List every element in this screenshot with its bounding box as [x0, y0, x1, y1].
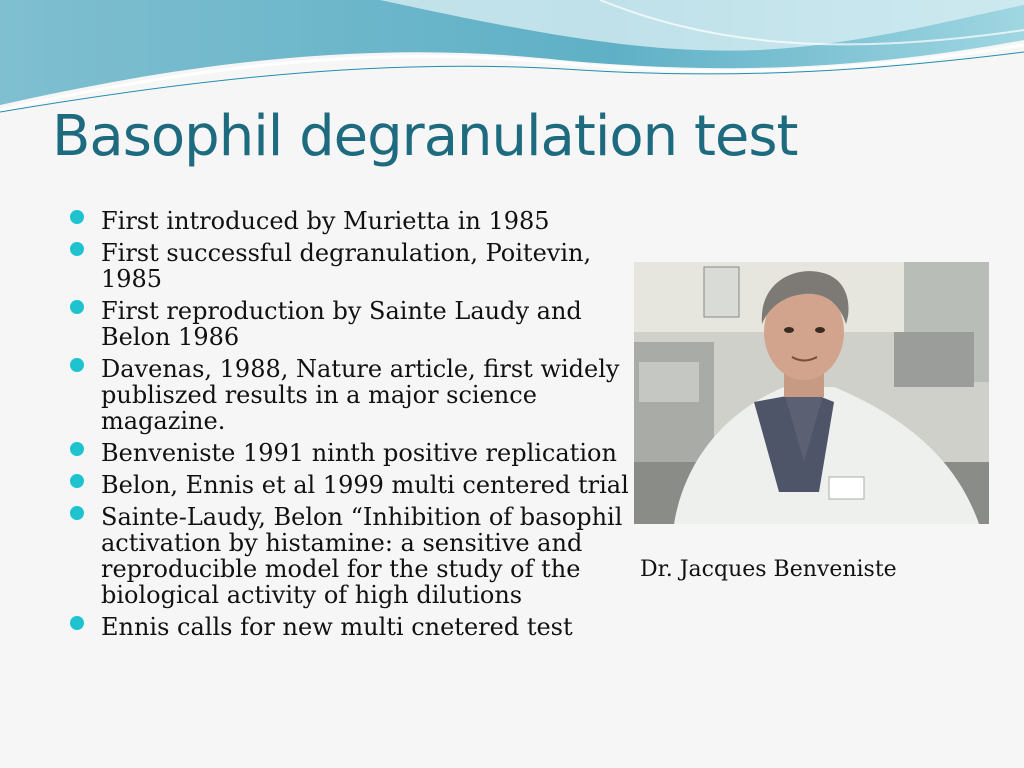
bullet-text: Sainte-Laudy, Belon “Inhibition of basophil activation by histamine: a sensitive and reproducible model for the study of the biological activity of high dilutions: [101, 503, 623, 609]
bullet-icon: [70, 616, 84, 630]
bullet-text: Belon, Ennis et al 1999 multi centered trial: [101, 471, 629, 499]
bullet-item: [70, 298, 630, 350]
bullet-text: Ennis calls for new multi cnetered test: [101, 613, 573, 641]
bullet-text: First successful degranulation, Poitevin, 1985: [101, 239, 592, 293]
bullet-icon: [70, 242, 84, 256]
bullet-icon: [70, 442, 84, 456]
bullet-item: [70, 356, 630, 434]
bullet-item: [70, 240, 630, 292]
bullet-icon: [70, 358, 84, 372]
slide-title: Basophil degranulation test: [52, 104, 798, 169]
bullet-text: Davenas, 1988, Nature article, first widely publiszed results in a major science magazine.: [101, 355, 620, 435]
bullet-icon: [70, 210, 84, 224]
bullet-icon: [70, 506, 84, 520]
bullet-text: First introduced by Murietta in 1985: [101, 207, 550, 235]
bullet-list: [70, 208, 630, 646]
bullet-icon: [70, 300, 84, 314]
bullet-item: [70, 472, 630, 498]
photo-caption: Dr. Jacques Benveniste: [640, 557, 897, 582]
bullet-icon: [70, 474, 84, 488]
bullet-item: [70, 614, 630, 640]
bullet-text: Benveniste 1991 ninth positive replication: [101, 439, 617, 467]
bullet-text: First reproduction by Sainte Laudy and Belon 1986: [101, 297, 582, 351]
bullet-item: [70, 440, 630, 466]
photo-illustration: [634, 262, 989, 524]
bullet-item: [70, 208, 630, 234]
bullet-item: [70, 504, 630, 608]
portrait-photo: [634, 262, 989, 524]
